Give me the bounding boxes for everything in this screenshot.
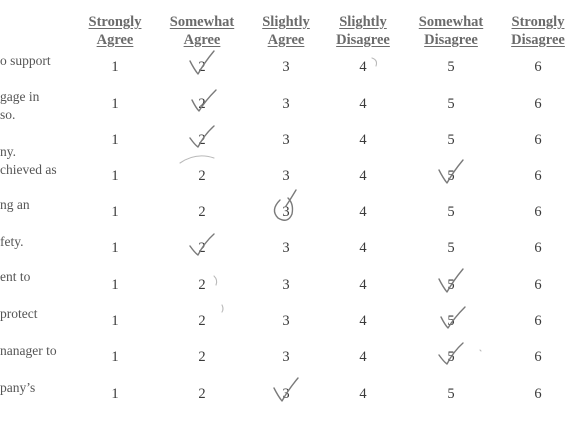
rating-option-row10-3[interactable]: 3 — [282, 385, 290, 402]
rating-option-row4-5[interactable]: 5 — [447, 167, 455, 184]
rating-option-row2-5[interactable]: 5 — [447, 95, 455, 112]
header-line: Strongly — [88, 14, 142, 30]
header-line: Strongly — [511, 14, 565, 30]
rating-option-row6-6[interactable]: 6 — [534, 239, 542, 256]
question-line: protect — [0, 306, 38, 321]
header-line: Slightly — [339, 14, 387, 30]
stray-pencil-mark — [214, 276, 217, 285]
header-line: Disagree — [511, 32, 565, 48]
rating-option-row7-6[interactable]: 6 — [534, 276, 542, 293]
rating-option-row7-4[interactable]: 4 — [359, 276, 367, 293]
rating-option-row1-1[interactable]: 1 — [111, 58, 119, 75]
rating-option-row4-3[interactable]: 3 — [282, 167, 290, 184]
rating-option-row1-6[interactable]: 6 — [534, 58, 542, 75]
rating-option-row7-3[interactable]: 3 — [282, 276, 290, 293]
rating-option-row7-2[interactable]: 2 — [198, 276, 206, 293]
question-text — [0, 143, 57, 179]
question-text — [0, 379, 35, 397]
question-line: chieved as — [0, 162, 57, 177]
question-text — [0, 196, 30, 214]
header-strongly-disagree — [511, 13, 565, 49]
rating-option-row10-4[interactable]: 4 — [359, 385, 367, 402]
question-text — [0, 233, 24, 251]
question-line: fety. — [0, 234, 24, 249]
rating-option-row3-3[interactable]: 3 — [282, 131, 290, 148]
question-text — [0, 52, 51, 70]
rating-option-row8-5[interactable]: 5 — [447, 312, 455, 329]
rating-option-row5-3[interactable]: 3 — [282, 203, 290, 220]
rating-option-row3-5[interactable]: 5 — [447, 131, 455, 148]
rating-option-row6-1[interactable]: 1 — [111, 239, 119, 256]
rating-option-row8-1[interactable]: 1 — [111, 312, 119, 329]
rating-option-row5-2[interactable]: 2 — [198, 203, 206, 220]
rating-option-row2-6[interactable]: 6 — [534, 95, 542, 112]
rating-option-row2-2[interactable]: 2 — [198, 95, 206, 112]
question-line: ent to — [0, 269, 31, 284]
question-text — [0, 305, 37, 323]
question-line: ny. — [0, 144, 16, 159]
rating-option-row9-3[interactable]: 3 — [282, 348, 290, 365]
rating-option-row8-2[interactable]: 2 — [198, 312, 206, 329]
rating-option-row5-5[interactable]: 5 — [447, 203, 455, 220]
rating-option-row10-6[interactable]: 6 — [534, 385, 542, 402]
rating-option-row5-1[interactable]: 1 — [111, 203, 119, 220]
rating-option-row6-2[interactable]: 2 — [198, 239, 206, 256]
rating-option-row7-1[interactable]: 1 — [111, 276, 119, 293]
rating-option-row10-5[interactable]: 5 — [447, 385, 455, 402]
rating-option-row9-6[interactable]: 6 — [534, 348, 542, 365]
rating-option-row3-1[interactable]: 1 — [111, 131, 119, 148]
header-line: Agree — [96, 32, 134, 48]
rating-option-row8-4[interactable]: 4 — [359, 312, 367, 329]
rating-option-row6-3[interactable]: 3 — [282, 239, 290, 256]
rating-option-row9-4[interactable]: 4 — [359, 348, 367, 365]
header-line: Somewhat — [418, 14, 484, 30]
header-line: Agree — [267, 32, 305, 48]
stray-pencil-mark — [222, 305, 223, 312]
rating-option-row1-5[interactable]: 5 — [447, 58, 455, 75]
question-line: o support — [0, 53, 51, 68]
rating-option-row5-4[interactable]: 4 — [359, 203, 367, 220]
header-slightly-agree — [262, 13, 310, 49]
rating-option-row1-3[interactable]: 3 — [282, 58, 290, 75]
rating-option-row6-5[interactable]: 5 — [447, 239, 455, 256]
rating-option-row8-6[interactable]: 6 — [534, 312, 542, 329]
rating-option-row2-4[interactable]: 4 — [359, 95, 367, 112]
rating-option-row1-4[interactable]: 4 — [359, 58, 367, 75]
stray-pencil-mark — [372, 58, 377, 66]
rating-option-row5-6[interactable]: 6 — [534, 203, 542, 220]
stray-pencil-mark — [180, 156, 214, 163]
rating-option-row7-5[interactable]: 5 — [447, 276, 455, 293]
question-text — [0, 88, 39, 124]
header-line: Disagree — [336, 32, 390, 48]
header-somewhat-agree — [170, 13, 234, 49]
rating-option-row2-1[interactable]: 1 — [111, 95, 119, 112]
rating-option-row10-1[interactable]: 1 — [111, 385, 119, 402]
stray-pencil-mark — [480, 350, 481, 351]
rating-option-row2-3[interactable]: 3 — [282, 95, 290, 112]
rating-option-row4-1[interactable]: 1 — [111, 167, 119, 184]
header-line: Slightly — [262, 14, 310, 30]
rating-option-row9-5[interactable]: 5 — [447, 348, 455, 365]
header-line: Disagree — [424, 32, 478, 48]
question-line: pany’s — [0, 380, 36, 395]
rating-option-row4-4[interactable]: 4 — [359, 167, 367, 184]
header-slightly-disagree — [336, 13, 390, 49]
question-text — [0, 342, 57, 360]
rating-option-row6-4[interactable]: 4 — [359, 239, 367, 256]
rating-option-row10-2[interactable]: 2 — [198, 385, 206, 402]
question-text — [0, 268, 30, 286]
rating-option-row9-1[interactable]: 1 — [111, 348, 119, 365]
question-line: ng an — [0, 197, 30, 212]
header-line: Somewhat — [169, 14, 235, 30]
rating-option-row1-2[interactable]: 2 — [198, 58, 206, 75]
rating-option-row3-6[interactable]: 6 — [534, 131, 542, 148]
rating-option-row4-2[interactable]: 2 — [198, 167, 206, 184]
question-line: nanager to — [0, 343, 57, 358]
question-line: gage in — [0, 89, 40, 104]
question-line: so. — [0, 107, 16, 122]
header-line: Agree — [183, 32, 221, 48]
rating-option-row3-4[interactable]: 4 — [359, 131, 367, 148]
header-strongly-agree — [89, 13, 142, 49]
rating-option-row4-6[interactable]: 6 — [534, 167, 542, 184]
rating-option-row9-2[interactable]: 2 — [198, 348, 206, 365]
header-somewhat-disagree — [419, 13, 483, 49]
rating-option-row3-2[interactable]: 2 — [198, 131, 206, 148]
rating-option-row8-3[interactable]: 3 — [282, 312, 290, 329]
